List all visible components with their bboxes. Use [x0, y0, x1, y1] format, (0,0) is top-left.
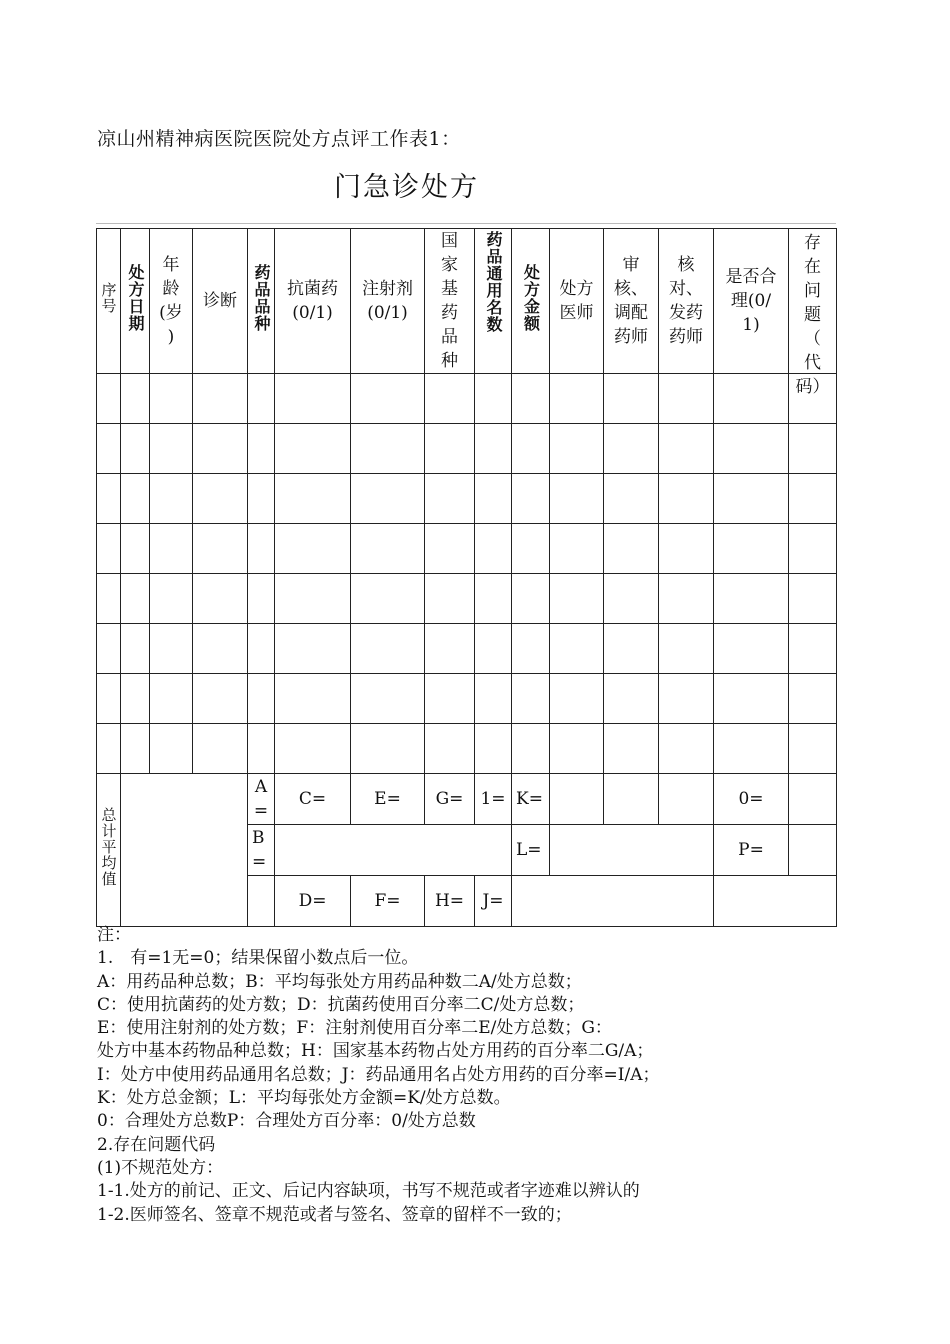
header-age: 年 龄 (岁 ): [150, 229, 193, 374]
note-line: K：处方总金额；L：平均每张处方金额=K/处方总数。: [97, 1088, 511, 1109]
summary-l: L=: [512, 825, 550, 876]
summary-b: B =: [248, 825, 275, 876]
header-row: [97, 229, 837, 374]
summary-d: D=: [275, 876, 351, 927]
table-row: [97, 374, 837, 424]
summary-c: C=: [275, 774, 351, 825]
notes-section: [97, 924, 857, 1227]
table-row: [97, 674, 837, 724]
summary-label: 总计平均值: [97, 774, 121, 927]
header-date: 处方日期: [121, 229, 150, 374]
table-row: [97, 524, 837, 574]
summary-row-1: [97, 774, 837, 825]
summary-o: 0=: [714, 774, 789, 825]
sheet-title: 门急诊处方: [334, 172, 479, 203]
header-injection: 注射剂 (0/1): [351, 229, 425, 374]
header-reviewer: 审 核、 调配 药师: [604, 229, 659, 374]
note-line: 2.存在问题代码: [97, 1134, 216, 1155]
header-doctor: 处方 医师: [550, 229, 604, 374]
note-line: 1-2.医师签名、签章不规范或者与签名、签章的留样不一致的；: [97, 1204, 572, 1225]
notes-heading: 注：: [97, 925, 131, 945]
summary-h: H=: [425, 876, 475, 927]
header-generic: 药品通用名数: [475, 229, 512, 374]
note-line: (1)不规范处方：: [97, 1157, 224, 1178]
summary-i: 1=: [475, 774, 512, 825]
header-reasonable: 是否合 理(0/ 1): [714, 229, 789, 374]
summary-a: A =: [248, 774, 275, 825]
summary-k: K=: [512, 774, 550, 825]
note-line: 1. 有=1无=0；结果保留小数点后一位。: [97, 948, 419, 969]
header-drug-count: 药品品种: [248, 229, 275, 374]
header-seq: 序号: [97, 229, 121, 374]
document-title: 凉山州精神病医院医院处方点评工作表1：: [97, 128, 461, 150]
header-checker: 核 对、 发药 药师: [659, 229, 714, 374]
table-row: [97, 724, 837, 774]
header-amount: 处方金额: [512, 229, 550, 374]
summary-p: P=: [714, 825, 789, 876]
table-row: [97, 574, 837, 624]
header-diagnosis: 诊断: [193, 229, 248, 374]
note-line: A：用药品种总数；B：平均每张处方用药品种数二A/处方总数；: [97, 971, 582, 992]
summary-e: E=: [351, 774, 425, 825]
summary-blank: [121, 774, 248, 927]
header-antibiotic: 抗菌药 (0/1): [275, 229, 351, 374]
summary-j: J=: [475, 876, 512, 927]
table-row: [97, 474, 837, 524]
note-line: 0：合理处方总数P：合理处方百分率：0/处方总数: [97, 1111, 476, 1132]
note-line: 1-1.处方的前记、正文、后记内容缺项，书写不规范或者字迹难以辨认的: [97, 1181, 640, 1202]
prescription-review-table: [96, 228, 837, 927]
note-line: E：使用注射剂的处方数；F：注射剂使用百分率二E/处方总数；G：: [97, 1018, 612, 1039]
header-problem: 存 在 问 题 （ 代 码）: [789, 229, 837, 374]
summary-f: F=: [351, 876, 425, 927]
table-frame-line: [96, 223, 836, 224]
note-line: 处方中基本药物品种总数；H：国家基本药物占处方用药的百分率二G/A；: [97, 1041, 654, 1062]
table-row: [97, 424, 837, 474]
note-line: I：处方中使用药品通用名总数；J：药品通用名占处方用药的百分率=I/A；: [97, 1064, 660, 1085]
summary-g: G=: [425, 774, 475, 825]
header-essential: 国 家 基 药 品 种: [425, 229, 475, 374]
table-row: [97, 624, 837, 674]
note-line: C：使用抗菌药的处方数；D：抗菌药使用百分率二C/处方总数；: [97, 994, 585, 1015]
